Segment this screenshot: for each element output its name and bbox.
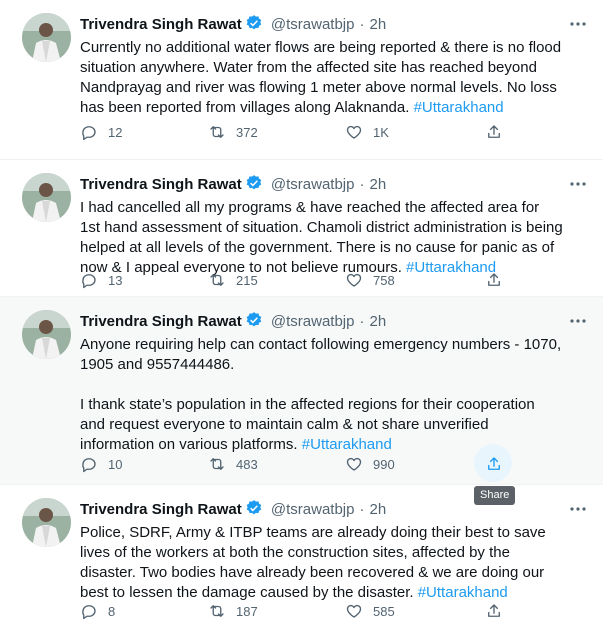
hashtag-link[interactable]: #Uttarakhand [406,259,497,276]
timestamp[interactable]: 2h [369,176,387,193]
reply-button[interactable] [80,122,122,142]
like-button[interactable] [345,454,395,474]
tweet-text [80,523,563,603]
author-handle[interactable]: @tsrawatbjp [270,176,355,193]
retweet-count: 215 [236,272,258,288]
reply-icon [80,271,98,289]
like-icon [345,271,363,289]
like-count: 585 [373,603,395,619]
reply-button[interactable] [80,270,122,290]
more-icon[interactable] [567,312,589,330]
share-button[interactable] [484,270,504,290]
reply-count: 12 [108,124,123,140]
retweet-button[interactable] [208,122,258,142]
like-count: 1K [373,124,389,140]
reply-count: 8 [108,603,116,619]
retweet-icon [208,602,226,620]
hashtag-link[interactable]: #Uttarakhand [301,436,392,453]
author-handle[interactable]: @tsrawatbjp [270,16,355,33]
tweet-paragraph: I thank state’s population in the affected regions for their cooperation and request everyone to maintain calm & not share unverified information on various platforms. [80,396,535,453]
verified-badge-icon [245,14,263,32]
share-icon [485,271,503,289]
author-handle[interactable]: @tsrawatbjp [270,501,355,518]
separator: · [359,16,365,33]
tweet-actions [80,122,580,142]
like-icon [345,455,363,473]
author-name[interactable]: Trivendra Singh Rawat [80,16,242,33]
tweet-paragraph: Currently no additional water flows are being reported & there is no flood situation anywhere. Water from the affected site has reached beyond Nandprayag and river was flowing 1 meter above normal levels. No loss has been reported from villages along Alaknanda. [80,39,562,116]
tweet-actions [80,270,580,290]
avatar[interactable] [22,310,71,359]
tweet-header [80,174,603,194]
more-icon[interactable] [567,500,589,518]
avatar[interactable] [22,498,71,547]
tweet-paragraph: I had cancelled all my programs & have reached the affected area for 1st hand assessment of situation. Chamoli district administration is being helped at all levels of the government. There is no cause for panic as of now & I appeal everyone to not believe rumours. [80,199,563,276]
tweet[interactable] [0,160,603,297]
retweet-count: 372 [236,124,258,140]
retweet-icon [208,271,226,289]
like-icon [345,602,363,620]
verified-badge-icon [245,499,263,517]
retweet-icon [208,123,226,141]
hashtag-link[interactable]: #Uttarakhand [413,99,504,116]
author-name[interactable]: Trivendra Singh Rawat [80,501,242,518]
reply-count: 10 [108,456,123,472]
tweet-text [80,335,563,455]
tweet-actions [80,454,580,474]
separator: · [359,313,365,330]
retweet-button[interactable] [208,270,258,290]
share-icon [485,455,503,473]
verified-badge-icon [245,311,263,329]
tweet-header [80,499,603,519]
author-name[interactable]: Trivendra Singh Rawat [80,176,242,193]
retweet-count: 483 [236,456,258,472]
tweet-paragraph: Police, SDRF, Army & ITBP teams are already doing their best to save lives of the workers at both the construction sites, affected by the disaster. Two bodies have already been recovered & we are doing our best to lessen the damage caused by the disaster. [80,524,546,601]
share-icon [485,602,503,620]
tweet-actions [80,601,580,621]
retweet-count: 187 [236,603,258,619]
reply-icon [80,123,98,141]
tweet-text [80,198,563,278]
reply-count: 13 [108,272,123,288]
timestamp[interactable]: 2h [369,313,387,330]
like-icon [345,123,363,141]
retweet-button[interactable] [208,601,258,621]
more-icon[interactable] [567,15,589,33]
verified-badge-icon [245,174,263,192]
share-button[interactable] [484,601,504,621]
avatar[interactable] [22,13,71,62]
tweet-header [80,14,603,34]
separator: · [359,501,365,518]
author-name[interactable]: Trivendra Singh Rawat [80,313,242,330]
separator: · [359,176,365,193]
tweet[interactable] [0,0,603,160]
tweet-paragraph: Anyone requiring help can contact following emergency numbers - 1070, 1905 and 9557444486. [80,336,562,373]
avatar[interactable] [22,173,71,222]
like-button[interactable] [345,122,389,142]
like-button[interactable] [345,601,395,621]
share-button[interactable] [484,122,504,142]
retweet-icon [208,455,226,473]
tweet[interactable] [0,485,603,640]
tweet-header [80,311,603,331]
reply-button[interactable] [80,601,115,621]
tweet-text [80,38,563,118]
share-button[interactable] [484,454,504,474]
like-button[interactable] [345,270,395,290]
reply-icon [80,602,98,620]
timestamp[interactable]: 2h [369,16,387,33]
hashtag-link[interactable]: #Uttarakhand [417,584,508,601]
tweet[interactable] [0,297,603,485]
timestamp[interactable]: 2h [369,501,387,518]
like-count: 990 [373,456,395,472]
more-icon[interactable] [567,175,589,193]
share-tooltip: Share [474,486,515,505]
author-handle[interactable]: @tsrawatbjp [270,313,355,330]
retweet-button[interactable] [208,454,258,474]
reply-icon [80,455,98,473]
like-count: 758 [373,272,395,288]
reply-button[interactable] [80,454,122,474]
share-icon [485,123,503,141]
